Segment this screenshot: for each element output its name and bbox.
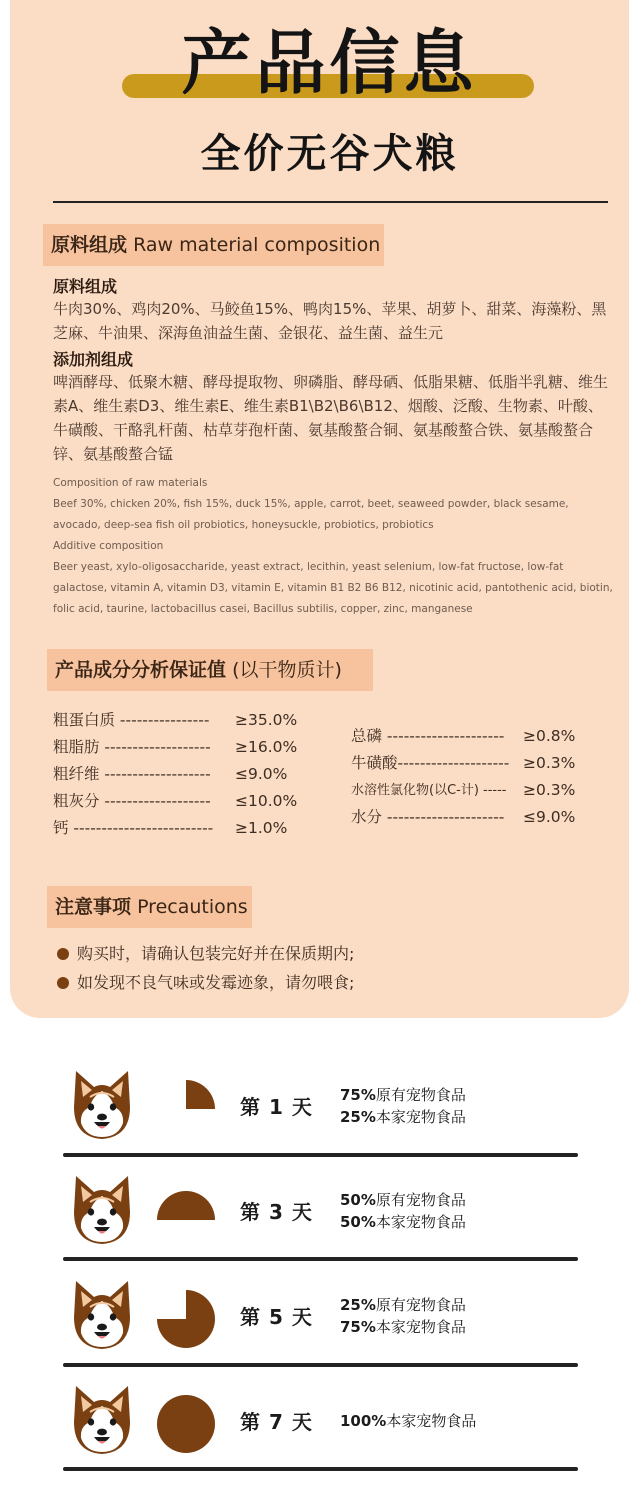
analysis-label: 总磷 ---------------------	[351, 727, 505, 745]
food-ratio-pie-icon	[156, 1394, 216, 1454]
mix-food: 原有宠物食品	[375, 1191, 466, 1209]
analysis-value: ≥0.3%	[523, 754, 576, 772]
precautions-heading	[47, 886, 252, 928]
analysis-value: ≥16.0%	[235, 738, 298, 756]
mix-line	[340, 1211, 466, 1233]
day-label: 第 5 天	[240, 1305, 313, 1329]
analysis-heading-suffix: (以干物质计)	[232, 659, 342, 681]
en-materials-label: Composition of raw materials	[53, 477, 208, 489]
analysis-label: 水溶性氯化物(以C-计) -----	[351, 783, 507, 798]
analysis-heading-cn: 产品成分分析保证值	[55, 659, 227, 681]
raw-material-heading-cn: 原料组成	[51, 234, 128, 256]
additives-label: 添加剂组成	[53, 350, 134, 369]
mix-percent: 50%	[340, 1213, 376, 1231]
analysis-value: ≤9.0%	[523, 808, 576, 826]
analysis-label: 粗脂肪 -------------------	[53, 738, 211, 756]
analysis-heading	[47, 649, 373, 691]
analysis-label: 牛磺酸--------------------	[351, 754, 510, 772]
en-materials-text: Beef 30%, chicken 20%, fish 15%, duck 15%, apple, carrot, beet, seaweed powder, black sesame, avocado, deep-sea fish oil probiotics, honeysuckle, probiotics, probiotics	[53, 498, 569, 531]
mix-percent: 50%	[340, 1191, 376, 1209]
materials-text: 牛肉30%、鸡肉20%、马鲛鱼15%、鸭肉15%、苹果、胡萝卜、甜菜、海藻粉、黑芝麻、牛油果、深海鱼油益生菌、金银花、益生菌、益生元	[53, 300, 607, 342]
mix-line	[340, 1410, 476, 1432]
mix-line	[340, 1294, 466, 1316]
dog-face-icon	[68, 1277, 136, 1351]
analysis-label: 粗蛋白质 ----------------	[53, 711, 210, 729]
mix-percent: 75%	[340, 1086, 376, 1104]
analysis-label: 粗灰分 -------------------	[53, 792, 211, 810]
analysis-value: ≥0.3%	[523, 781, 576, 799]
analysis-value: ≥35.0%	[235, 711, 298, 729]
mix-ratio	[340, 1189, 466, 1233]
mix-food: 本家宠物食品	[375, 1318, 466, 1336]
dog-face-icon	[68, 1172, 136, 1246]
mix-line	[340, 1106, 466, 1128]
row-divider	[63, 1257, 578, 1261]
food-ratio-pie-icon	[156, 1184, 216, 1244]
raw-material-heading-en: Raw material composition	[133, 234, 381, 256]
day-label: 第 1 天	[240, 1095, 313, 1119]
day-label: 第 3 天	[240, 1200, 313, 1224]
mix-food: 原有宠物食品	[375, 1296, 466, 1314]
food-ratio-pie-icon	[156, 1289, 216, 1349]
analysis-label: 钙 -------------------------	[53, 819, 214, 837]
materials-label: 原料组成	[53, 277, 118, 296]
transition-row	[0, 1172, 639, 1277]
mix-percent: 25%	[340, 1108, 376, 1126]
precaution-text: 购买时，请确认包装完好并在保质期内;	[77, 944, 355, 963]
mix-line	[340, 1084, 466, 1106]
precaution-text: 如发现不良气味或发霉迹象，请勿喂食;	[77, 973, 355, 992]
mix-percent: 100%	[340, 1412, 387, 1430]
precaution-item	[57, 968, 354, 998]
mix-percent: 75%	[340, 1318, 376, 1336]
mix-line	[340, 1189, 466, 1211]
day-label: 第 7 天	[240, 1410, 313, 1434]
row-divider	[63, 1363, 578, 1367]
mix-ratio	[340, 1084, 466, 1128]
row-divider	[63, 1467, 578, 1471]
mix-food: 原有宠物食品	[375, 1086, 466, 1104]
mix-ratio	[340, 1410, 476, 1432]
en-additives-text: Beer yeast, xylo-oligosaccharide, yeast extract, lecithin, yeast selenium, low-fat fructose, low-fat galactose, vitamin A, vitamin D3, vitamin E, vitamin B1 B2 B6 B12, nicotinic acid, pantothenic acid, biotin, folic acid, taurine, lactobacillus casei, Bacillus subtilis, copper, zinc, manganese	[53, 561, 613, 615]
analysis-label: 水分 ---------------------	[351, 808, 505, 826]
header-divider	[53, 201, 608, 203]
analysis-value: ≥0.8%	[523, 727, 576, 745]
analysis-value: ≥1.0%	[235, 819, 288, 837]
additives-text: 啤酒酵母、低聚木糖、酵母提取物、卵磷脂、酵母硒、低脂果糖、低脂半乳糖、维生素A、维生素D3、维生素E、维生素B1\B2\B6\B12、烟酸、泛酸、生物素、叶酸、牛磺酸、干酪乳杆菌、枯草芽孢杆菌、氨基酸螯合铜、氨基酸螯合铁、氨基酸螯合锌、氨基酸螯合锰	[53, 373, 609, 463]
transition-row	[0, 1067, 639, 1172]
precautions-heading-cn: 注意事项	[55, 896, 132, 918]
page-title: 产品信息	[181, 22, 478, 104]
mix-ratio	[340, 1294, 466, 1338]
product-info-card	[10, 0, 629, 1018]
bullet-dot-icon	[57, 948, 69, 960]
precautions-heading-en: Precautions	[137, 896, 248, 918]
dog-face-icon	[68, 1382, 136, 1456]
analysis-label: 粗纤维 -------------------	[53, 765, 211, 783]
mix-line	[340, 1316, 466, 1338]
en-additives-label: Additive composition	[53, 540, 164, 552]
transition-row	[0, 1382, 639, 1487]
mix-food: 本家宠物食品	[375, 1213, 466, 1231]
analysis-value: ≤9.0%	[235, 765, 288, 783]
dog-face-icon	[68, 1067, 136, 1141]
mix-food: 本家宠物食品	[386, 1412, 477, 1430]
mix-food: 本家宠物食品	[375, 1108, 466, 1126]
transition-row	[0, 1277, 639, 1382]
precaution-item	[57, 939, 354, 969]
row-divider	[63, 1153, 578, 1157]
bullet-dot-icon	[57, 977, 69, 989]
product-name: 全价无谷犬粮	[200, 131, 459, 177]
food-ratio-pie-icon	[156, 1079, 216, 1139]
raw-material-heading	[43, 224, 384, 266]
analysis-value: ≤10.0%	[235, 792, 298, 810]
mix-percent: 25%	[340, 1296, 376, 1314]
